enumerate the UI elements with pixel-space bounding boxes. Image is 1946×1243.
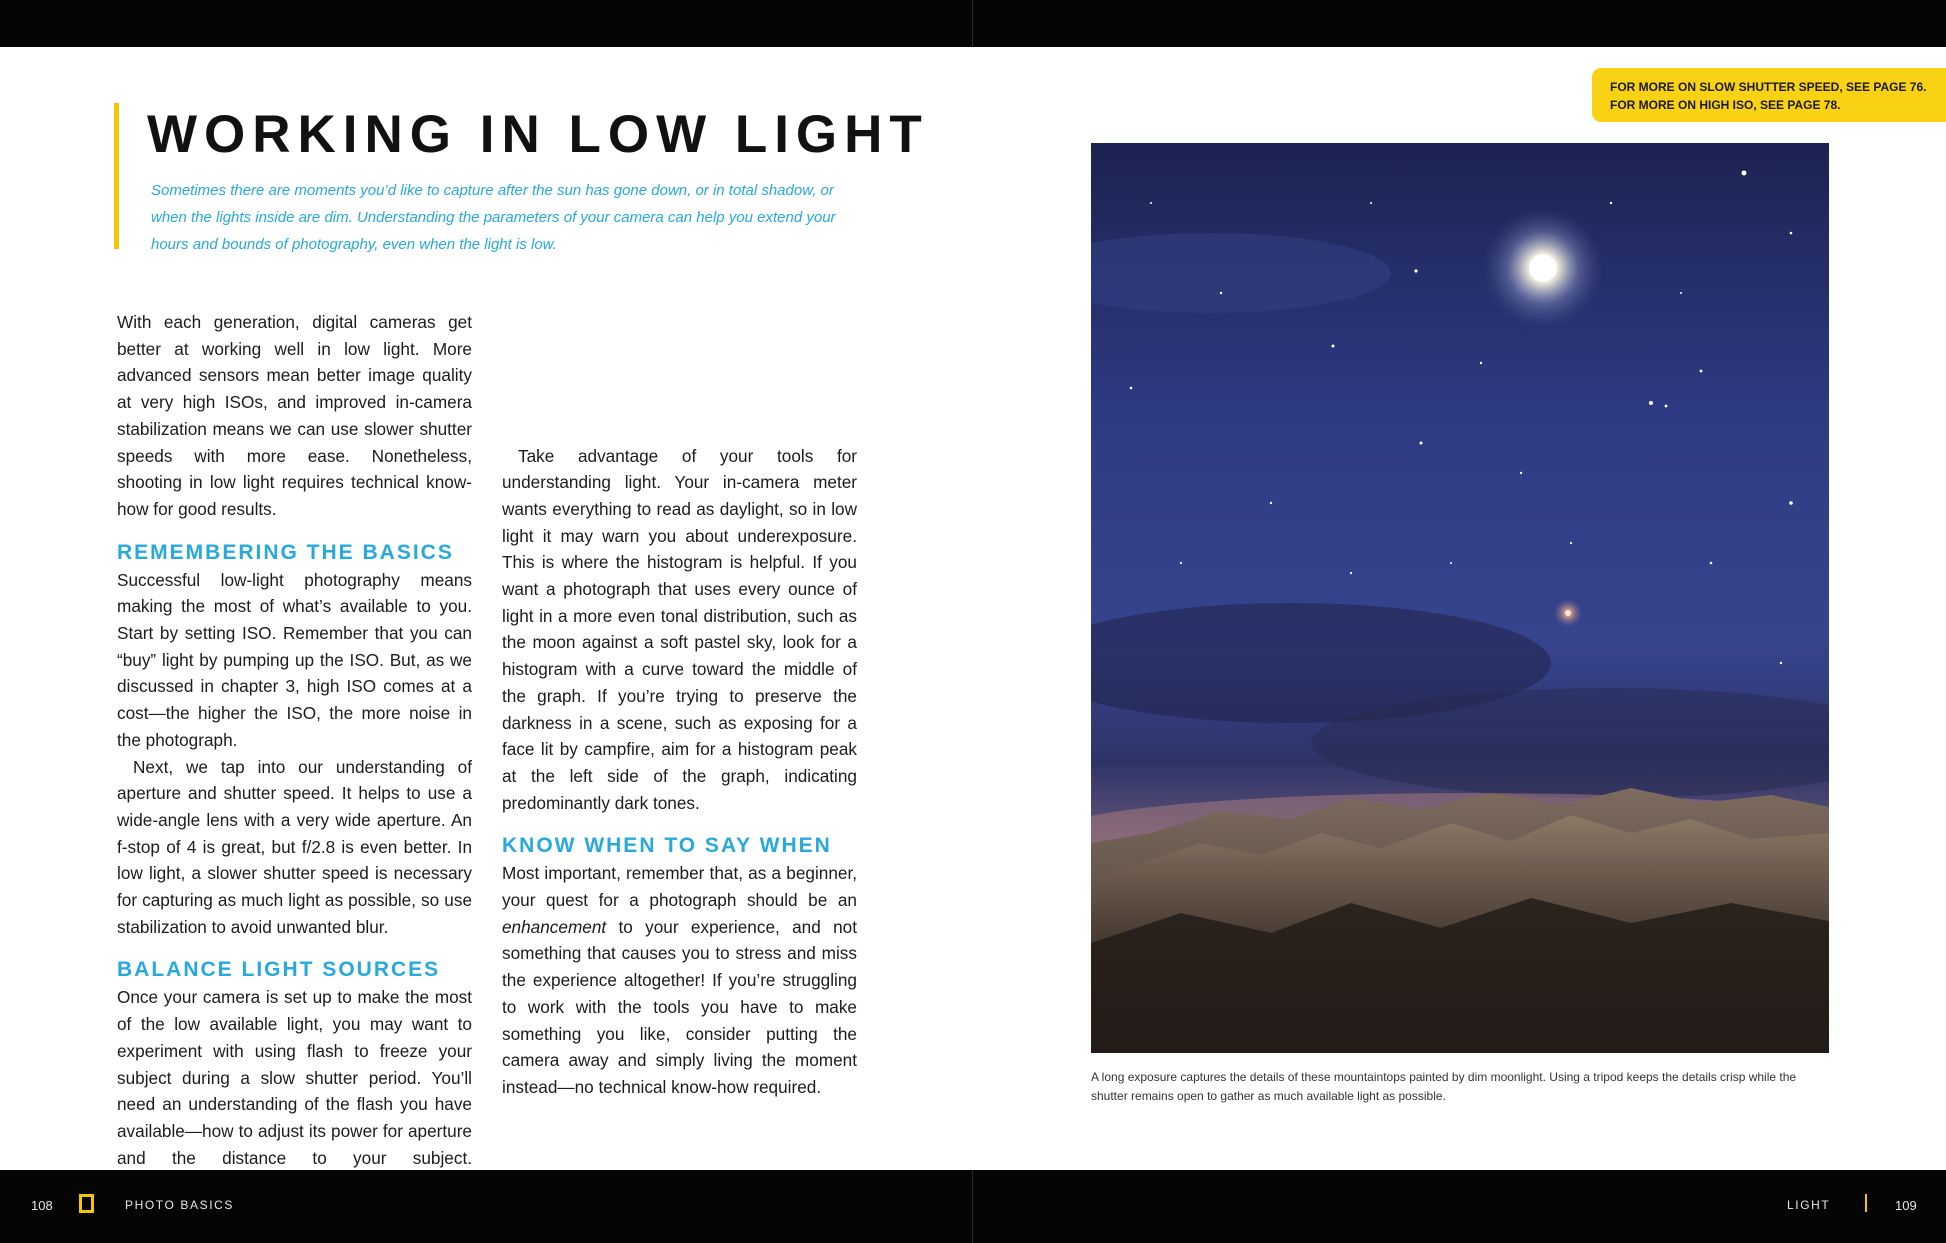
text-column-1 xyxy=(117,309,472,1198)
star xyxy=(1220,292,1222,294)
star xyxy=(1350,572,1352,574)
text-run: Most important, remember that, as a beginner, your quest for a photograph should be an xyxy=(502,863,857,911)
heading-know-when-to-say-when: KNOW WHEN TO SAY WHEN xyxy=(502,834,832,858)
title-accent-bar xyxy=(114,103,119,249)
intro-text: Sometimes there are moments you’d like to capture after the sun has gone down, or in total shadow, or when the lights inside are dim. Understanding the parameters of your camera can help you extend your hours and bounds of photography, even when the light is low. xyxy=(151,182,836,253)
star xyxy=(1680,292,1682,294)
night-sky-illustration xyxy=(1091,143,1829,1053)
footer-section-right: LIGHT xyxy=(1787,1198,1831,1212)
paragraph-intro: With each generation, digital cameras get better at working well in low light. More advanced sensors mean better image quality at very high ISOs, and improved in-camera stabilization means we can use slower shutter speeds with more ease. Nonetheless, shooting in low light requires technical know-how for good results. xyxy=(117,312,472,519)
moon xyxy=(1529,254,1557,282)
footer-section-left: PHOTO BASICS xyxy=(125,1198,235,1212)
cloud xyxy=(1091,233,1391,313)
spine-divider xyxy=(972,0,973,47)
star xyxy=(1480,362,1482,364)
text-column-2 xyxy=(502,309,857,1101)
star xyxy=(1520,472,1522,474)
star xyxy=(1570,542,1572,544)
heading-remembering-the-basics: REMEMBERING THE BASICS xyxy=(117,540,454,564)
paragraph-histogram: Take advantage of your tools for understanding light. Your in-camera meter wants everything to read as daylight, so in low light it may warn you about underexposure. This is where the histogram is helpful. If you want a photograph that uses every ounce of light in a more even tonal distribution, such as the moon against a soft pastel sky, look for a histogram with a curve toward the middle of the graph. If you’re trying to preserve the darkness in a scene, such as exposing for a face lit by campfire, aim for a histogram peak at the left side of the graph, indicating predominantly dark tones. xyxy=(502,445,857,813)
star xyxy=(1130,387,1133,390)
star xyxy=(1150,202,1152,204)
star xyxy=(1780,662,1782,664)
star xyxy=(1370,202,1372,204)
paragraph-know-when xyxy=(502,860,857,1100)
page-title: WORKING IN LOW LIGHT xyxy=(147,105,929,164)
footer-bar xyxy=(0,1170,1946,1243)
star xyxy=(1742,171,1747,176)
page-number-right: 109 xyxy=(1895,1198,1917,1213)
crossref-line-1: FOR MORE ON SLOW SHUTTER SPEED, SEE PAGE 76. xyxy=(1610,80,1927,94)
paragraph-basics: Successful low-light photography means making the most of what’s available to you. Start by setting ISO. Remember that you can “buy” light by pumping up the ISO. But, as we discussed in chapter 3, high ISO comes at a cost—the higher the ISO, the more noise in the photograph. xyxy=(117,569,472,750)
crossref-line-2: FOR MORE ON HIGH ISO, SEE PAGE 78. xyxy=(1610,98,1841,112)
star xyxy=(1270,502,1272,504)
paragraph-flash: Once your camera is set up to make the most of the low available light, you may want to experiment with using flash to freeze your subject during a slow shutter period. You’ll need an understanding of the flash you have available—how to adjust its power for aperture and the distance to your subject. xyxy=(117,987,472,1168)
star xyxy=(1450,562,1452,564)
page-number-left: 108 xyxy=(31,1198,53,1213)
planet xyxy=(1565,610,1571,616)
star xyxy=(1665,405,1668,408)
cross-reference-tab xyxy=(1592,68,1946,122)
star xyxy=(1610,202,1612,204)
star xyxy=(1420,442,1423,445)
paragraph-aperture: Next, we tap into our understanding of aperture and shutter speed. It helps to use a wide-angle lens with a very wide aperture. An f-stop of 4 is great, but f/2.8 is even better. In low light, a slower shutter speed is necessary for capturing as much light as possible, so use stabilization to avoid unwanted blur. xyxy=(117,756,472,937)
star xyxy=(1332,345,1335,348)
star xyxy=(1700,370,1703,373)
night-sky-photo xyxy=(1091,143,1829,1053)
star xyxy=(1180,562,1182,564)
photo-caption: A long exposure captures the details of these mountaintops painted by dim moonlight. Using a tripod keeps the details crisp while the shutter remains open to gather as much available light as possible. xyxy=(1091,1070,1797,1103)
footer-divider xyxy=(1865,1194,1867,1212)
text-run: to your experience, and not something that causes you to stress and miss the experience altogether! If you’re struggling to work with the tools you have to make something you like, consider putting the camera away and simply living the moment instead—no technical know-how required. xyxy=(502,916,857,1097)
spine-divider xyxy=(972,1170,973,1243)
star xyxy=(1649,401,1653,405)
emphasis-text: enhancement xyxy=(502,916,607,937)
heading-balance-light-sources: BALANCE LIGHT SOURCES xyxy=(117,958,441,982)
top-bar xyxy=(0,0,1946,47)
star xyxy=(1790,232,1793,235)
star xyxy=(1414,269,1417,272)
star xyxy=(1710,562,1713,565)
star xyxy=(1789,501,1793,505)
yellow-frame-logo-icon xyxy=(79,1194,94,1213)
